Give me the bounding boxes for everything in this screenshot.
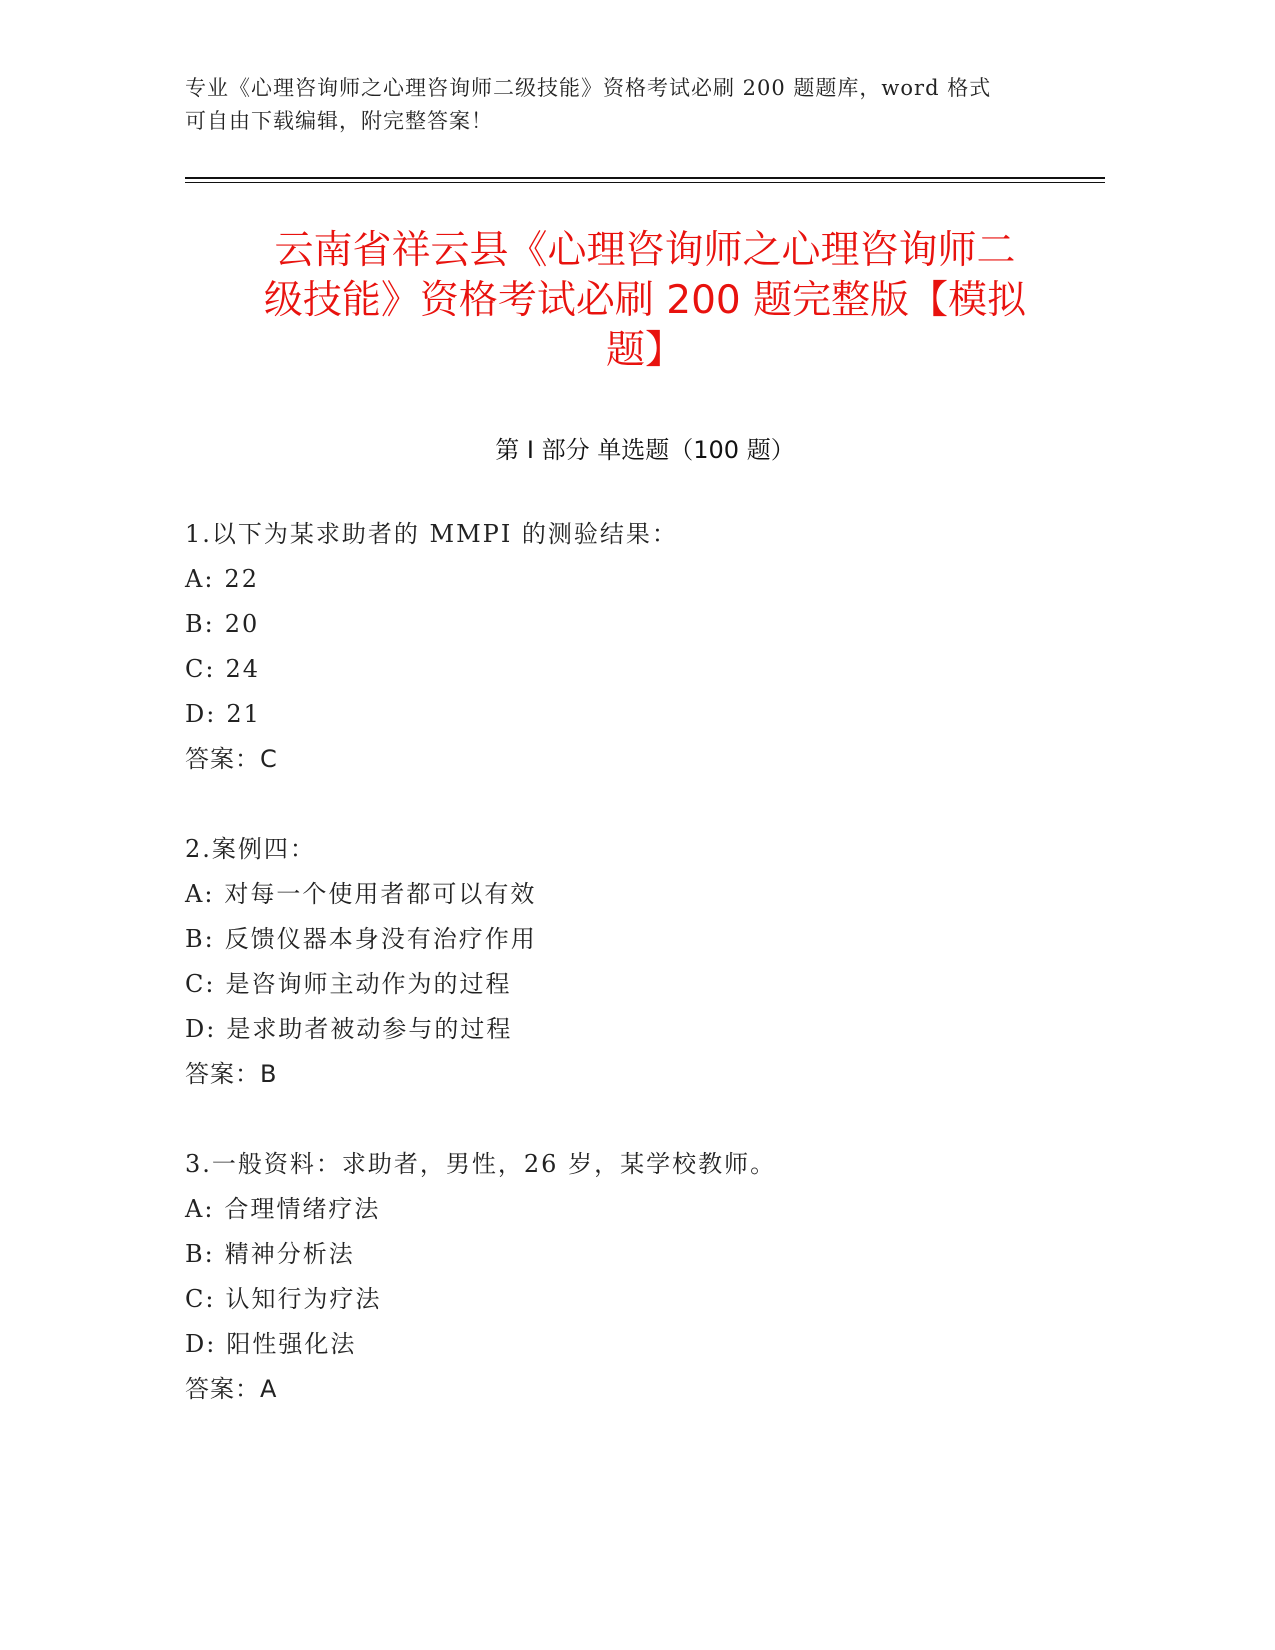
question-list — [185, 512, 1105, 1457]
option-letter: D: — [185, 1015, 217, 1043]
option-text: 24 — [225, 655, 260, 683]
header-note — [185, 72, 1085, 138]
option-letter: A: — [185, 880, 215, 908]
answer-line: 答案：A — [185, 1375, 278, 1403]
option-text: 对每一个使用者都可以有效 — [224, 880, 537, 908]
option-c — [185, 1277, 1105, 1322]
question-stem: 1.以下为某求助者的 MMPI 的测验结果： — [185, 520, 678, 548]
option-a — [185, 1187, 1105, 1232]
option-text: 是咨询师主动作为的过程 — [225, 970, 512, 998]
option-letter: C: — [185, 1285, 216, 1313]
question-stem: 3.一般资料：求助者，男性，26 岁，某学校教师。 — [185, 1150, 777, 1178]
option-text: 阳性强化法 — [226, 1330, 357, 1358]
option-letter: A: — [185, 565, 215, 593]
option-text: 认知行为疗法 — [225, 1285, 382, 1313]
option-text: 反馈仪器本身没有治疗作用 — [224, 925, 537, 953]
header-divider-thick — [185, 177, 1105, 179]
question-2 — [185, 827, 1105, 1097]
header-divider-thin — [185, 182, 1105, 183]
option-letter: B: — [185, 1240, 215, 1268]
option-c — [185, 962, 1105, 1007]
option-text: 合理情绪疗法 — [224, 1195, 381, 1223]
option-d — [185, 1322, 1105, 1367]
option-letter: C: — [185, 970, 216, 998]
option-letter: A: — [185, 1195, 215, 1223]
answer-line: 答案：B — [185, 1060, 278, 1088]
document-title-line-2: 级技能》资格考试必刷 200 题完整版【模拟 — [263, 278, 1027, 323]
document-title-line-1: 云南省祥云县《心理咨询师之心理咨询师二 — [274, 228, 1016, 273]
option-letter: B: — [185, 610, 215, 638]
option-text: 22 — [224, 565, 259, 593]
header-note-line-1: 专业《心理咨询师之心理咨询师二级技能》资格考试必刷 200 题题库，word 格式 — [185, 76, 992, 100]
option-b — [185, 1232, 1105, 1277]
option-b — [185, 602, 1105, 647]
header-note-line-2: 可自由下载编辑，附完整答案！ — [185, 109, 493, 133]
option-b — [185, 917, 1105, 962]
option-c — [185, 647, 1105, 692]
document-title-line-3: 题】 — [605, 328, 684, 373]
question-1 — [185, 512, 1105, 782]
option-a — [185, 872, 1105, 917]
option-letter: D: — [185, 1330, 217, 1358]
section-heading: 第 I 部分 单选题（100 题） — [495, 436, 795, 464]
option-text: 21 — [226, 700, 261, 728]
option-a — [185, 557, 1105, 602]
option-letter: C: — [185, 655, 216, 683]
option-letter: D: — [185, 700, 217, 728]
option-d — [185, 692, 1105, 737]
option-text: 20 — [224, 610, 260, 638]
document-title — [185, 226, 1105, 376]
option-letter: B: — [185, 925, 215, 953]
option-text: 是求助者被动参与的过程 — [226, 1015, 513, 1043]
option-text: 精神分析法 — [224, 1240, 355, 1268]
question-stem: 2.案例四： — [185, 835, 316, 863]
answer-line: 答案：C — [185, 745, 278, 773]
option-d — [185, 1007, 1105, 1052]
question-3 — [185, 1142, 1105, 1412]
